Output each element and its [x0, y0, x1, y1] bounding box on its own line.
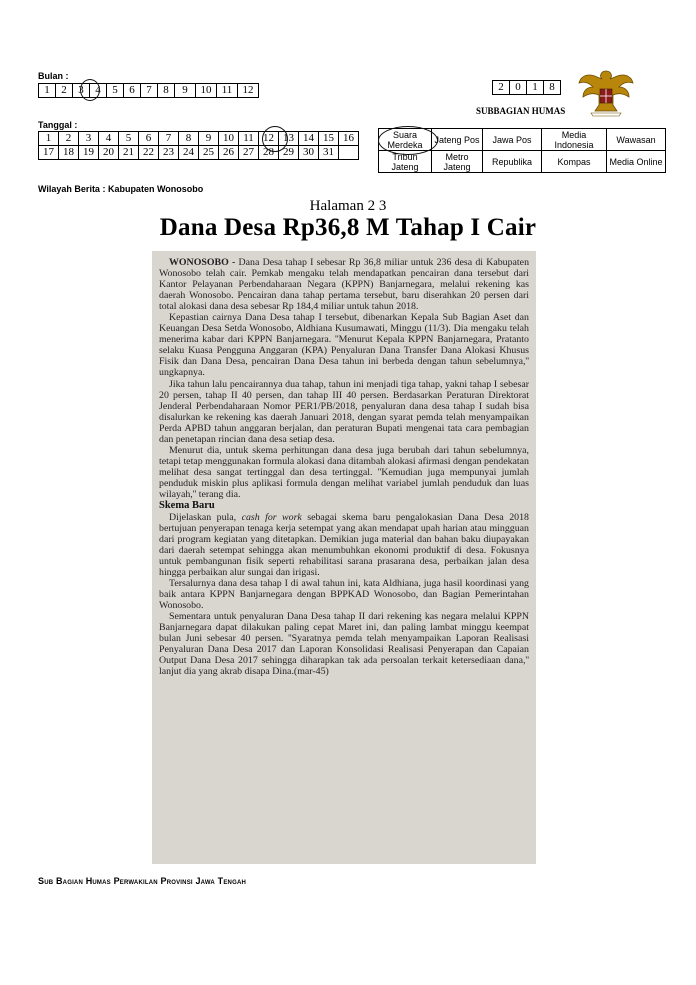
date-cell: 2: [59, 132, 79, 146]
month-cell: 10: [196, 84, 217, 98]
date-cell: 31: [319, 146, 339, 160]
date-cell: 25: [199, 146, 219, 160]
article-paragraph: Kepastian cairnya Dana Desa tahap I tersebut, dibenarkan Kepala Sub Bagian Aset dan Keuangan Desa Setda Wonosobo, Aldhiana Kusumawati, Minggu (11/3). Dia mengaku telah menerima kabar dari KPPN Banjarnegara. ''Menurut Kepala KPPN Banjarnegara, Pratanto selaku Kuasa Pengguna Anggaran (KPA) Penyaluran Dana Transfer Dana Alokasi Khusus Fisik dan Dana Desa, pencairan Dana Desa tahun ini berbeda dengan tahun sebelumnya,'' ungkapnya.: [159, 312, 529, 379]
tanggal-label: Tanggal :: [38, 120, 78, 130]
dateline: WONOSOBO -: [169, 257, 236, 268]
date-cell: 14: [299, 132, 319, 146]
media-cell: Media Online: [607, 151, 666, 173]
year-grid: [492, 80, 561, 95]
media-cell: Metro Jateng: [432, 151, 483, 173]
year-cell: 2: [493, 81, 510, 95]
date-cell: 15: [319, 132, 339, 146]
month-selection-circle: [80, 79, 100, 101]
media-cell: Wawasan: [607, 129, 666, 151]
date-cell: 26: [219, 146, 239, 160]
date-cell: 19: [79, 146, 99, 160]
article-paragraph: Dijelaskan pula, cash for work sebagai skema baru pengalokasian Dana Desa 2018 bertujuan penyerapan tenaga kerja setempat yang akan mendapat upah harian atau mingguan dari program kegiatan yang ditetapkan. Demikian juga material dan bahan baku diupayakan dari daerah setempat sehingga akan menumbuhkan ekonomi produktif di desa. Fokusnya untuk pembangunan fisik seperti rehabilitasi sarana prasarana desa, perbaikan jalan desa hingga perbaikan alur sungai dan irigasi.: [159, 511, 529, 578]
month-cell: 3: [73, 84, 90, 98]
year-cell: 8: [544, 81, 561, 95]
article-paragraph: Menurut dia, untuk skema perhitungan dana desa juga berubah dari tahun sebelumnya, tetapi tetap menggunakan formula alokasi dana ditambah alokasi afirmasi dengan pendekatan melihat desa sangat tertinggal dan desa tertinggal. ''Kemudian juga mempunyai jumlah penduduk miskin plus aplikasi formula dengan melihat variabel jumlah penduduk dan luas wilayah,'' terang dia.: [159, 444, 529, 500]
date-cell: 20: [99, 146, 119, 160]
wilayah-berita: Wilayah Berita : Kabupaten Wonosobo: [38, 184, 204, 194]
article-paragraph: Tersalurnya dana desa tahap I di awal tahun ini, kata Aldhiana, juga hasil koordinasi yang baik antara KPPN Banjarnegara dengan BPPKAD Wonosobo, dan Bagian Pemerintahan Wonosobo.: [159, 577, 529, 611]
month-cell: 5: [107, 84, 124, 98]
media-cell: Tribun Jateng: [379, 151, 432, 173]
media-cell: Jawa Pos: [483, 129, 542, 151]
date-cell: 5: [119, 132, 139, 146]
date-cell: [339, 146, 359, 160]
date-cell: 18: [59, 146, 79, 160]
article-title: Dana Desa Rp36,8 M Tahap I Cair: [159, 214, 537, 241]
month-cell: 9: [175, 84, 196, 98]
month-cell: 11: [217, 84, 238, 98]
month-cell: 8: [158, 84, 175, 98]
article-paragraph: Sementara untuk penyaluran Dana Desa tahap II dari rekening kas negara melalui KPPN Banjarnegara dapat dilakukan paling cepat Maret ini, dan paling lambat minggu keempat bulan Juni sebesar 40 persen. ''Syaratnya pemda telah menyampaikan Laporan Realisasi Penyaluran Dana Desa 2017 dan Laporan Konsolidasi Realisasi Penyerapan dan Capaian Output Dana Desa 2017 sehingga diharapkan tak ada persoalan terkait ketersediaan dana,'' lanjut dia yang akrab disapa Dina.(mar-45): [159, 610, 529, 678]
media-cell: Suara Merdeka: [379, 129, 432, 151]
date-cell: 9: [199, 132, 219, 146]
month-cell: 2: [56, 84, 73, 98]
date-cell: 10: [219, 132, 239, 146]
year-cell: 0: [510, 81, 527, 95]
date-cell: 13: [279, 132, 299, 146]
date-cell: 8: [179, 132, 199, 146]
date-cell: 6: [139, 132, 159, 146]
article-paragraph: Jika tahun lalu pencairannya dua tahap, tahun ini menjadi tiga tahap, yakni tahap I sebesar 20 persen, tahap II 40 persen, dan tahap III 40 persen. Berdasarkan Peraturan Direktorat Jenderal Perbendaharaan Nomor PER1/PB/2018, penyaluran dana desa tahap I sudah bisa disalurkan ke rekening kas daerah Januari 2018, dengan syarat pemda telah menyampaikan Perda APBD tahun anggaran berjalan, dan peraturan Bupati mengenai tata cara pembagian dan penetapan rincian dana desa setiap desa.: [159, 378, 529, 445]
date-cell: 16: [339, 132, 359, 146]
date-cell: 28: [259, 146, 279, 160]
page-number: Halaman 2 3: [309, 198, 387, 214]
year-cell: 1: [527, 81, 544, 95]
media-cell: Jateng Pos: [432, 129, 483, 151]
date-cell: 11: [239, 132, 259, 146]
newspaper-clipping: [152, 251, 536, 864]
date-cell: 12: [259, 132, 279, 146]
month-cell: 7: [141, 84, 158, 98]
footer-text: Sub Bagian Humas Perwakilan Provinsi Jawa Tengah: [38, 876, 247, 886]
media-cell: Kompas: [542, 151, 607, 173]
month-cell: 6: [124, 84, 141, 98]
date-cell: 3: [79, 132, 99, 146]
article-subheading: Skema Baru: [159, 500, 215, 512]
media-cell: Media Indonesia: [542, 129, 607, 151]
media-cell: Republika: [483, 151, 542, 173]
month-cell: 4: [90, 84, 107, 98]
date-cell: 30: [299, 146, 319, 160]
month-cell: 12: [238, 84, 259, 98]
bulan-label: Bulan :: [38, 71, 69, 81]
date-cell: 24: [179, 146, 199, 160]
date-cell: 17: [39, 146, 59, 160]
date-selection-circle: [262, 126, 288, 152]
date-cell: 1: [39, 132, 59, 146]
date-cell: 22: [139, 146, 159, 160]
date-cell: 29: [279, 146, 299, 160]
date-cell: 7: [159, 132, 179, 146]
date-cell: 23: [159, 146, 179, 160]
month-grid: [38, 83, 259, 98]
date-cell: 21: [119, 146, 139, 160]
media-selection-circle: [378, 126, 438, 155]
garuda-emblem-icon: [577, 67, 635, 117]
subbagian-humas: SUBBAGIAN HUMAS: [476, 106, 566, 116]
article-paragraph: WONOSOBO - Dana Desa tahap I sebesar Rp 36,8 miliar untuk 236 desa di Kabupaten Wonosobo telah cair. Pemkab mengaku telah mendapatkan pencairan dana tersebut dari Kantor Pelayanan Perbendaharaan Negara (KPPN) Banjarnegara, melalui rekening kas daerah Wonosobo. Pencairan dana tahap pertama tersebut, baru diserahkan 20 persen dari total alokasi dana desa sebesar Rp 184,4 miliar untuk tahun 2018.: [159, 257, 530, 313]
date-grid: [38, 131, 359, 160]
month-cell: 1: [39, 84, 56, 98]
date-cell: 4: [99, 132, 119, 146]
date-cell: 27: [239, 146, 259, 160]
